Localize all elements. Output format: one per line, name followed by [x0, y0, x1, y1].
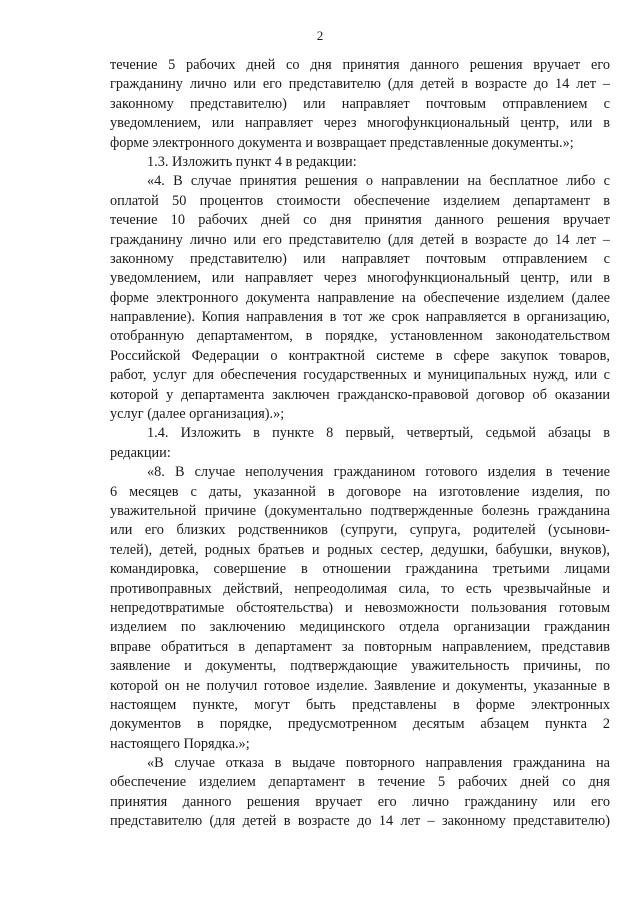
text-line: законному представителю) или направляет почтовым отправлением с — [110, 95, 610, 112]
text-line: форме электронного документа и возвращает представленные документы.»; — [110, 134, 574, 151]
text-line: отобранную департаментом, в порядке, установленном законодательством — [110, 328, 610, 345]
text-line: принятия данного решения вручает его лично гражданину или его — [110, 793, 610, 810]
document-body — [110, 56, 610, 832]
text-line: Российской Федерации о контрактной системе в сфере закупок товаров, — [110, 347, 610, 364]
text-line: гражданину лично или его представителю (для детей в возрасте до 14 лет – — [110, 231, 610, 248]
text-line: направление). Копия направления в тот же срок направляется в организацию, — [110, 309, 610, 326]
text-line: телей), детей, родных братьев и родных сестер, дедушки, бабушки, внуков), — [110, 541, 610, 558]
text-line: противоправных действий, непреодолимая сила, то есть чрезвычайные и — [110, 580, 610, 597]
text-line: услуг (далее организация).»; — [110, 406, 285, 423]
text-line: «В случае отказа в выдаче повторного направления гражданина на — [147, 755, 610, 772]
text-line: настоящего Порядка.»; — [110, 735, 250, 752]
text-line: которой он не получил готовое изделие. Заявление и документы, указанные в — [110, 677, 610, 694]
text-line: изделием по заключению медицинского отдела организации гражданин — [110, 619, 610, 636]
text-line: течение 5 рабочих дней со дня принятия данного решения вручает его — [110, 57, 610, 73]
text-line: настоящем пункте, могут быть представлены в форме электронных — [110, 696, 610, 713]
text-line: оплатой 50 процентов стоимости обеспечение изделием департамент в — [110, 192, 610, 209]
text-line: или его близких родственников (супруги, супруга, родителей (усынови- — [110, 522, 610, 539]
text-line: уважительной причине (документально подтвержденные болезнь гражданина — [110, 502, 610, 519]
text-line: уведомлением, или направляет через многофункциональный центр, или в — [110, 270, 610, 287]
text-line: которой у департамента заключен гражданско-правовой договор об оказании — [110, 386, 610, 403]
text-line: работ, услуг для обеспечения государственных и муниципальных нужд, или с — [110, 367, 610, 384]
text-line: форме электронного документа направление на обеспечение изделием (далее — [110, 289, 610, 306]
text-line: уведомлением, или направляет через многофункциональный центр, или в — [110, 115, 610, 132]
text-line: редакции: — [110, 444, 171, 461]
text-line: 1.4. Изложить в пункте 8 первый, четвертый, седьмой абзацы в — [147, 425, 610, 442]
text-line: «4. В случае принятия решения о направлении на бесплатное либо с — [147, 173, 610, 190]
text-line: течение 10 рабочих дней со дня принятия данного решения вручает — [110, 212, 610, 229]
text-line: обеспечение изделием департамент в течение 5 рабочих дней со дня — [110, 774, 610, 791]
text-line: 6 месяцев с даты, указанной в договоре на изготовление изделия, по — [110, 483, 610, 500]
text-line: законному представителю) или направляет почтовым отправлением с — [110, 250, 610, 267]
text-line: «8. В случае неполучения гражданином готового изделия в течение — [147, 464, 610, 481]
text-line: заявление и документы, подтверждающие уважительность причины, по — [110, 658, 610, 675]
text-line: представителю (для детей в возрасте до 14 лет – законному представителю) — [110, 813, 610, 830]
text-line: командировка, совершение в отношении гражданина третьими лицами — [110, 561, 610, 578]
text-line: вправе обратиться в департамент за повторным направлением, представив — [110, 638, 610, 655]
text-line: гражданину лично или его представителю (для детей в возрасте до 14 лет – — [110, 76, 610, 93]
text-line: документов в порядке, предусмотренном десятым абзацем пункта 2 — [110, 716, 610, 733]
page-number: 2 — [316, 28, 324, 43]
text-line: 1.3. Изложить пункт 4 в редакции: — [147, 153, 357, 170]
text-line: непредотвратимые обстоятельства) и невозможности пользования готовым — [110, 599, 610, 616]
